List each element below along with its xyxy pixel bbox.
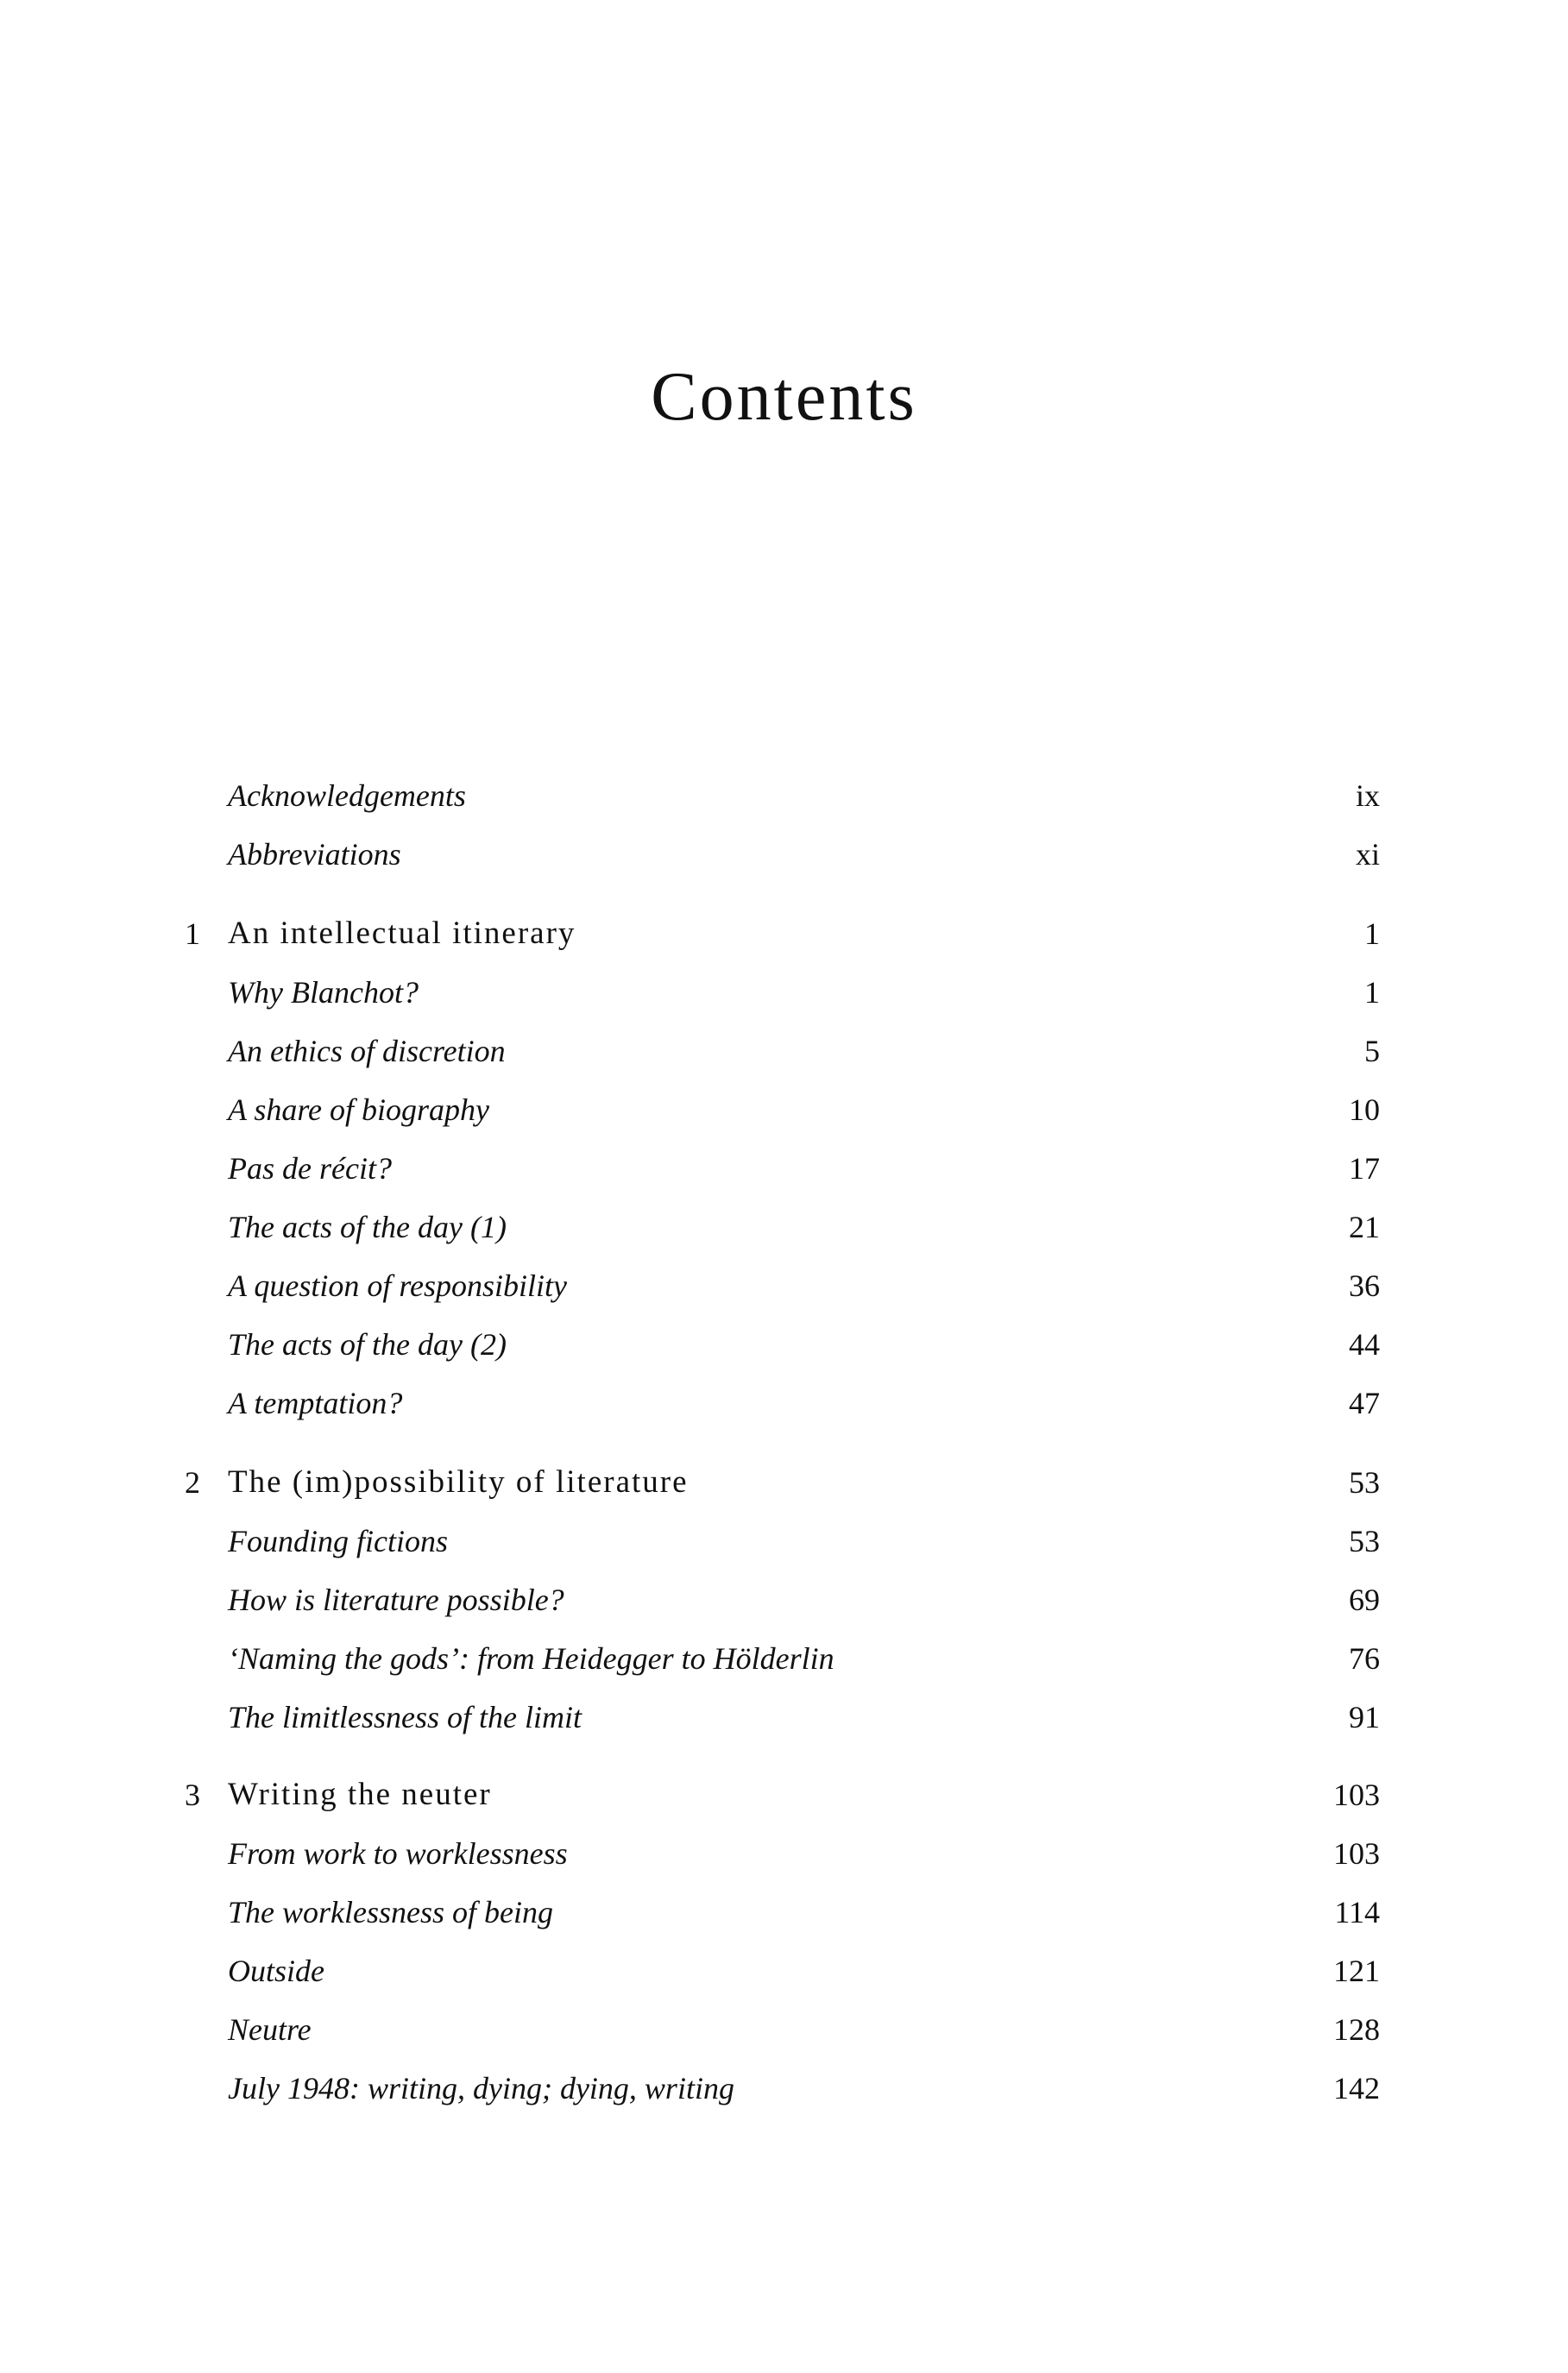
page-number: 21 [1349,1210,1380,1244]
page-title: Contents [651,359,917,435]
page-number: 128 [1333,2012,1380,2047]
entry-title: ‘Naming the gods’: from Heidegger to Hölderlin [228,1641,834,1676]
entry-title: Founding fictions [228,1524,448,1558]
page-number: 103 [1333,1778,1380,1812]
entry-title: How is literature possible? [228,1583,564,1617]
page-number: 53 [1349,1465,1380,1500]
page-number: ix [1355,778,1380,813]
toc-entry [0,1886,1568,1938]
toc-entry [0,2004,1568,2055]
entry-title: Outside [228,1954,324,1988]
toc-entry [0,1574,1568,1626]
toc-entry [0,1515,1568,1567]
entry-title: Why Blanchot? [228,975,419,1010]
toc-entry [0,1945,1568,1997]
toc-entry [0,1260,1568,1312]
page-number: 121 [1333,1954,1380,1988]
page-number: 142 [1333,2071,1380,2105]
entry-title: Neutre [228,2012,312,2047]
page-number: 76 [1349,1641,1380,1676]
toc-chapter [0,1457,1568,1508]
entry-title: A temptation? [228,1386,403,1420]
entry-title: The acts of the day (2) [228,1327,507,1362]
entry-title: The (im)possibility of literature [228,1464,689,1500]
entry-title: An intellectual itinerary [228,916,576,951]
toc-entry [0,828,1568,880]
entry-title: From work to worklessness [228,1836,568,1871]
toc-chapter [0,1769,1568,1821]
toc-chapter [0,908,1568,960]
entry-title: A question of responsibility [228,1268,567,1303]
page-number: 36 [1349,1268,1380,1303]
chapter-number: 3 [185,1778,200,1812]
entry-title: Pas de récit? [228,1151,392,1186]
chapter-number: 2 [185,1465,200,1500]
toc-entry [0,1377,1568,1429]
page-number: 103 [1333,1836,1380,1871]
page-number: 47 [1349,1386,1380,1420]
page-number: 17 [1349,1151,1380,1186]
toc-entry [0,1201,1568,1253]
entry-title: The acts of the day (1) [228,1210,507,1244]
toc-entry [0,1691,1568,1743]
chapter-number: 1 [185,916,200,951]
page-number: 53 [1349,1524,1380,1558]
toc-entry [0,1828,1568,1879]
page-number: 5 [1364,1034,1380,1068]
entry-title: The limitlessness of the limit [228,1700,582,1734]
toc-entry [0,2062,1568,2114]
page-number: xi [1355,837,1380,872]
entry-title: Writing the neuter [228,1777,492,1812]
toc-entry [0,1319,1568,1370]
toc-entry [0,966,1568,1018]
entry-title: A share of biography [228,1092,489,1127]
page-number: 91 [1349,1700,1380,1734]
toc-entry [0,770,1568,821]
entry-title: Acknowledgements [228,778,466,813]
page-number: 1 [1364,975,1380,1010]
toc-entry [0,1142,1568,1194]
entry-title: July 1948: writing, dying; dying, writing [228,2071,734,2105]
page-number: 114 [1334,1895,1380,1929]
page-number: 10 [1349,1092,1380,1127]
toc-entry [0,1025,1568,1077]
entry-title: The worklessness of being [228,1895,553,1929]
page-number: 44 [1349,1327,1380,1362]
entry-title: An ethics of discretion [228,1034,506,1068]
entry-title: Abbreviations [228,837,401,872]
toc-entry [0,1633,1568,1684]
page-number: 1 [1364,916,1380,951]
toc-entry [0,1084,1568,1136]
page-number: 69 [1349,1583,1380,1617]
